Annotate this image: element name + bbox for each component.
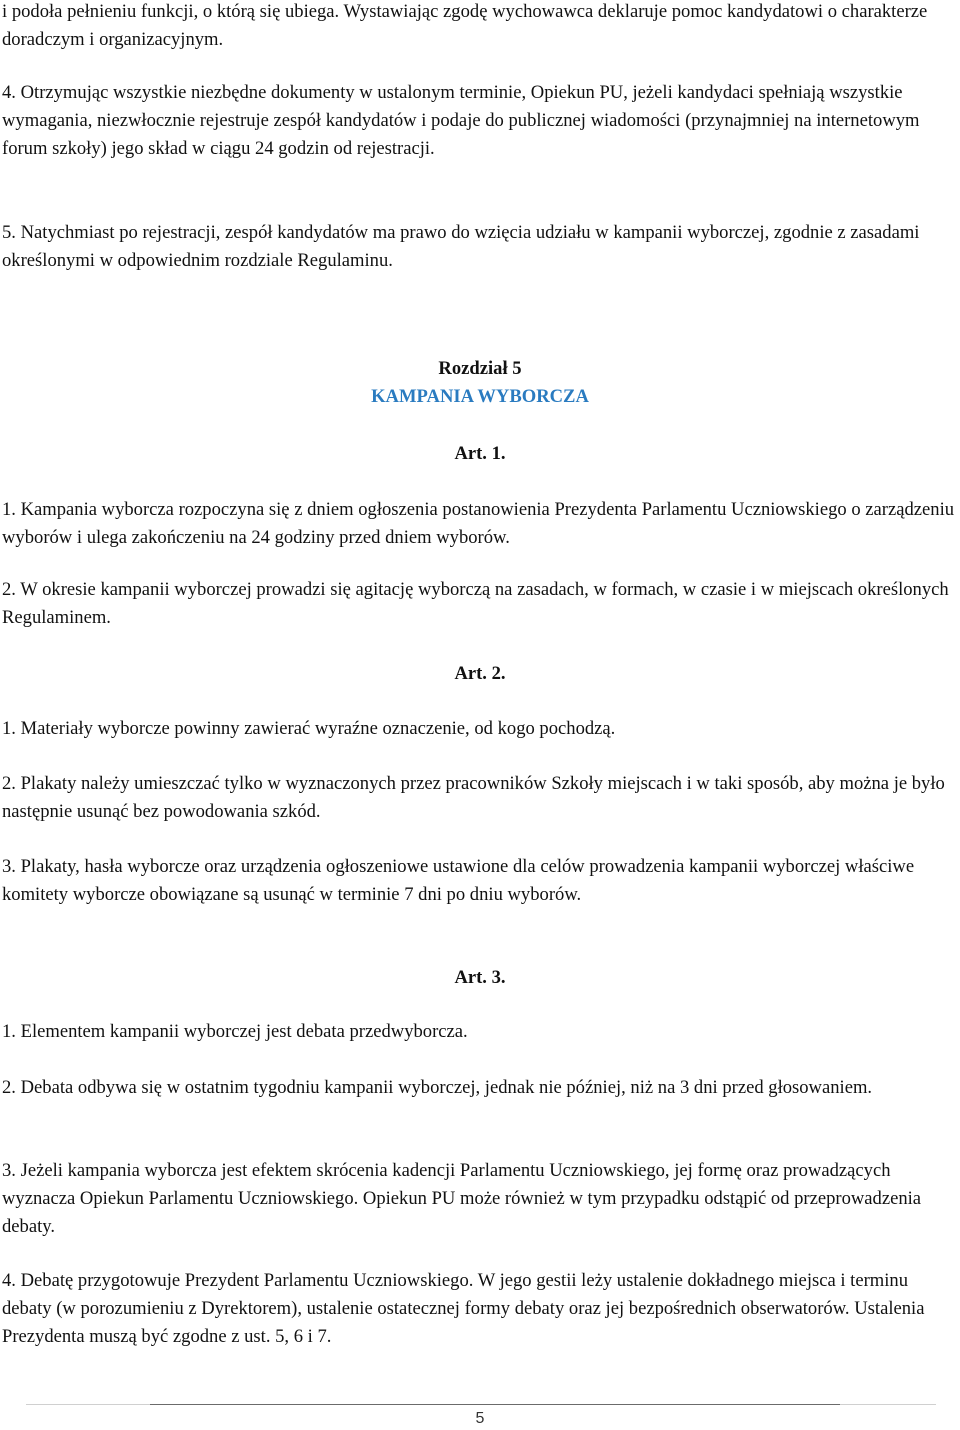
paragraph-5: 5. Natychmiast po rejestracji, zespół kandydatów ma prawo do wzięcia udziału w kampanii wyborczej, zgodnie z zasadami określonymi w odpowiednim rozdziale Regulaminu. <box>2 222 920 271</box>
chapter-title: KAMPANIA WYBORCZA <box>371 386 589 407</box>
article-1-heading: Art. 1. <box>454 443 506 464</box>
article-2-paragraph-3: 3. Plakaty, hasła wyborcze oraz urządzenia ogłoszeniowe ustawione dla celów prowadzenia kampanii wyborczej właściwe komitety wyborcze obowiązane są usunąć w terminie 7 dni po dniu wyborów. <box>2 856 915 905</box>
footer-divider-accent <box>150 1404 840 1405</box>
article-2-heading: Art. 2. <box>454 663 506 684</box>
article-1-paragraph-1: 1. Kampania wyborcza rozpoczyna się z dniem ogłoszenia postanowienia Prezydenta Parlamentu Uczniowskiego o zarządzeniu wyborów i ulega zakończeniu na 24 godziny przed dniem wyborów. <box>2 499 955 548</box>
article-1-paragraph-2: 2. W okresie kampanii wyborczej prowadzi się agitację wyborczą na zasadach, w formach, w czasie i w miejscach określonych Regulaminem. <box>2 579 949 628</box>
chapter-label: Rozdział 5 <box>438 358 522 379</box>
intro-paragraph: i podoła pełnieniu funkcji, o którą się ubiega. Wystawiając zgodę wychowawca deklaruje pomoc kandydatowi o charakterze doradczym i organizacyjnym. <box>2 1 928 50</box>
article-3-heading: Art. 3. <box>454 967 506 988</box>
article-3-paragraph-3: 3. Jeżeli kampania wyborcza jest efektem skrócenia kadencji Parlamentu Uczniowskiego, jej formę oraz prowadzących wyznacza Opiekun Parlamentu Uczniowskiego. Opiekun PU może również w tym przypadku odstąpić od przeprowadzenia debaty. <box>2 1160 922 1237</box>
article-3-paragraph-4: 4. Debatę przygotowuje Prezydent Parlamentu Uczniowskiego. W jego gestii leży ustalenie dokładnego miejsca i terminu debaty (w porozumieniu z Dyrektorem), ustalenie ostatecznej formy debaty oraz jej bezpośrednich obserwatorów. Ustalenia Prezydenta muszą być zgodne z ust. 5, 6 i 7. <box>2 1270 925 1347</box>
article-3-paragraph-2: 2. Debata odbywa się w ostatnim tygodniu kampanii wyborczej, jednak nie później, niż na 3 dni przed głosowaniem. <box>2 1077 873 1098</box>
page-number: 5 <box>475 1410 485 1427</box>
article-2-paragraph-1: 1. Materiały wyborcze powinny zawierać wyraźne oznaczenie, od kogo pochodzą. <box>2 718 616 739</box>
article-3-paragraph-1: 1. Elementem kampanii wyborczej jest debata przedwyborcza. <box>2 1021 468 1042</box>
paragraph-4: 4. Otrzymując wszystkie niezbędne dokumenty w ustalonym terminie, Opiekun PU, jeżeli kandydaci spełniają wszystkie wymagania, niezwłocznie rejestruje zespół kandydatów i podaje do publicznej wiadomości (przynajmniej na internetowym forum szkoły) jego skład w ciągu 24 godzin od rejestracji. <box>2 82 920 159</box>
article-2-paragraph-2: 2. Plakaty należy umieszczać tylko w wyznaczonych przez pracowników Szkoły miejscach i w taki sposób, aby można je było następnie usunąć bez powodowania szkód. <box>2 773 945 822</box>
